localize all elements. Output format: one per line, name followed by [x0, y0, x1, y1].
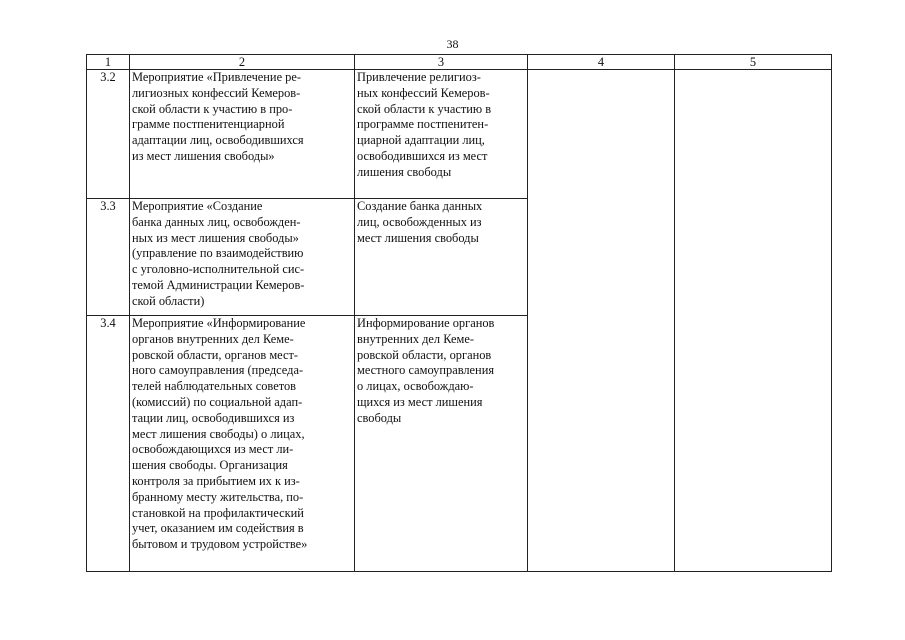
column-header-3: 3 [355, 55, 528, 70]
activity-cell: Мероприятие «Привлечение ре- лигиозных конфессий Кемеров- ской области к участию в про- грамме постпенитенциарной адаптации лиц, освободившихся из мест лишения свободы» [130, 70, 355, 199]
row-number: 3.2 [87, 70, 130, 199]
column-header-4: 4 [528, 55, 675, 70]
row-number: 3.3 [87, 199, 130, 316]
table-header-row [87, 55, 832, 70]
result-cell: Создание банка данных лиц, освобожденных из мест лишения свободы [355, 199, 528, 316]
row-number: 3.4 [87, 316, 130, 572]
result-cell: Привлечение религиоз- ных конфессий Кемеров- ской области к участию в программе постпенитен- циарной адаптации лиц, освободившихся из мест лишения свободы [355, 70, 528, 199]
table-row [87, 70, 832, 199]
column-header-1: 1 [87, 55, 130, 70]
measures-table [86, 54, 832, 572]
page-number: 38 [446, 37, 459, 51]
column-header-5: 5 [675, 55, 832, 70]
result-cell: Информирование органов внутренних дел Кеме- ровской области, органов местного самоуправления о лицах, освобождаю- щихся из мест лишения свободы [355, 316, 528, 572]
column-4-cell [528, 70, 675, 572]
activity-cell: Мероприятие «Информирование органов внутренних дел Кеме- ровской области, органов мест- ного самоуправления (председа- телей наблюдательных советов (комиссий) по социальной адап- тации лиц, освободившихся из мест лишения свободы) о лицах, освобождающихся из мест ли- шения свободы. Организация контроля за прибытием их к из- бранному месту жительства, по- становкой на профилактический учет, оказанием им содействия в бытовом и трудовом устройстве» [130, 316, 355, 572]
column-5-cell [675, 70, 832, 572]
activity-cell: Мероприятие «Создание банка данных лиц, освобожден- ных из мест лишения свободы» (управление по взаимодействию с уголовно-исполнительной сис- темой Администрации Кемеров- ской области) [130, 199, 355, 316]
column-header-2: 2 [130, 55, 355, 70]
